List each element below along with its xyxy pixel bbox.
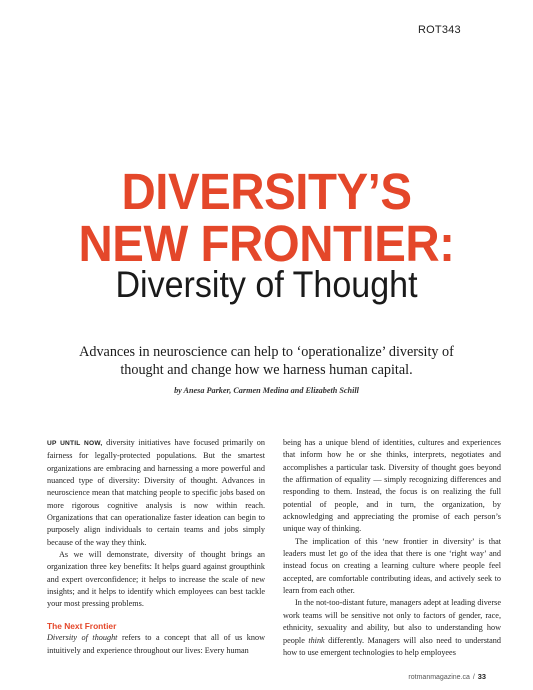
- footer-site: rotmanmagazine.ca: [408, 674, 470, 681]
- paragraph-text: In the not-too-distant future, managers adept at leading diverse work teams will be sensitive not only to factors of gender, race, ethnicity, sexuality and ability, but also to understanding how people: [283, 598, 501, 645]
- article-code: ROT343: [418, 24, 461, 36]
- dek: Advances in neuroscience can help to ‘operationalize’ diversity of thought and change how we harness human capital.: [79, 344, 454, 378]
- paragraph: [47, 437, 265, 549]
- paragraph-text: refers to a concept that all of us know intuitively and experience throughout our lives: Every human: [47, 633, 265, 655]
- paragraph-text: differently. Managers will also need to understand how to use emergent technologies to help employees: [283, 635, 501, 657]
- headline-line-2: NEW FRONTIER:: [78, 215, 455, 272]
- footer-separator: /: [472, 674, 475, 681]
- paragraph: being has a unique blend of identities, cultures and experiences that inform how he or she thinks, interprets, negotiates and accomplishes a particular task. Diversity of thought goes beyond the affirmation of equality — simply recognizing differences and responding to them. Instead, the focus is on realizing the full potential of people, and in turn, the organization, by acknowledging and appreciating the promise of each person’s unique way of thinking.: [283, 438, 501, 534]
- emphasis: Diversity of thought: [47, 633, 118, 643]
- section-subhead: The Next Frontier: [47, 620, 117, 631]
- paragraph: As we will demonstrate, diversity of thought brings an organization three key benefits: It helps guard against groupthink and expert overconfidence; it helps to increase the scale of new insights; and it helps to identify which employees can best tackle your most pressing problems.: [47, 550, 265, 609]
- paragraph: [47, 632, 265, 657]
- emphasis: think: [308, 635, 325, 645]
- headline-line-1: DIVERSITY’S: [121, 163, 412, 220]
- page-number: 33: [477, 672, 486, 681]
- headline-subtitle: Diversity of Thought: [115, 264, 418, 305]
- article-column-1: [47, 437, 265, 657]
- paragraph: The implication of this ‘new frontier in diversity’ is that leaders must let go of the idea that there is one ‘right way’ and instead focus on creating a learning culture where people feel accepted, are comfortable contributing ideas, and actively seek to learn from each other.: [283, 536, 501, 596]
- lead-in: UP UNTIL NOW,: [47, 440, 103, 447]
- paragraph: [283, 597, 501, 659]
- page-footer: [380, 672, 486, 681]
- article-column-2: [283, 437, 501, 659]
- paragraph-text: diversity initiatives have focused primarily on fairness for legally-protected populations. But the smartest organizations are embracing and harnessing a more powerful and nuanced type of diversity: Diversity of thought. Advances in neuroscience mean that matching people to specific jobs based on more rigorous cognitive analysis is now within reach. Organizations that can operationalize faster ideation can begin to purposely align individuals to certain teams and jobs simply because of the way they think.: [47, 438, 265, 547]
- byline: by Anesa Parker, Carmen Medina and Elizabeth Schill: [174, 386, 359, 395]
